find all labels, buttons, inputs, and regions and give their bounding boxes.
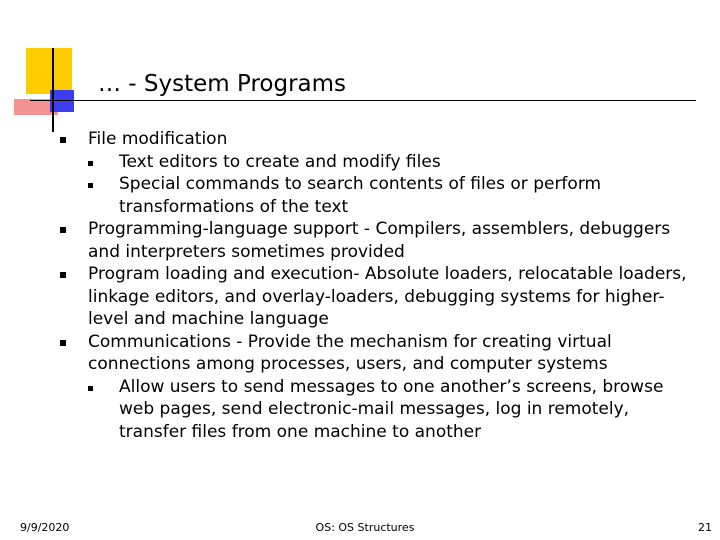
sub-bullet-text: Special commands to search contents of files or perform transformations of the text — [119, 174, 602, 217]
slide-title: … - System Programs — [98, 71, 347, 97]
sub-bullet-text: Text editors to create and modify files — [119, 151, 441, 172]
bullet-item — [60, 331, 700, 444]
bullet-text: Communications - Provide the mechanism for creating virtual connections among processes, users, and computer systems — [88, 331, 612, 374]
bullet-item — [60, 128, 700, 218]
decor-yellow-square — [26, 48, 72, 94]
sub-bullet-list — [88, 151, 700, 219]
sub-bullet-text: Allow users to send messages to one another’s screens, browse web pages, send electronic-mail messages, log in remotely, transfer files from one machine to another — [119, 376, 664, 442]
bullet-text: File modification — [88, 129, 228, 149]
sub-bullet-square-icon — [88, 183, 93, 188]
sub-bullet-square-icon — [88, 386, 93, 391]
bullet-text: Programming-language support - Compilers, assemblers, debuggers and interpreters sometimes provided — [88, 219, 671, 262]
bullet-square-icon — [60, 137, 66, 143]
sub-bullet-square-icon — [88, 161, 93, 166]
bullet-text: Program loading and execution- Absolute loaders, relocatable loaders, linkage editors, and overlay-loaders, debugging systems for higher-level and machine language — [88, 264, 687, 329]
footer-title: OS: OS Structures — [315, 521, 415, 534]
bullet-square-icon — [60, 340, 66, 346]
bullet-square-icon — [60, 227, 66, 233]
sub-bullet-item — [88, 376, 700, 444]
sub-bullet-item — [88, 151, 700, 174]
footer-page-number: 21 — [698, 521, 712, 534]
title-underline — [30, 100, 696, 101]
bullet-square-icon — [60, 272, 66, 278]
bullet-item — [60, 263, 700, 331]
sub-bullet-item — [88, 173, 700, 218]
sub-bullet-list — [88, 376, 700, 444]
decor-vertical-line — [52, 48, 54, 132]
bullet-item — [60, 218, 700, 263]
footer-date: 9/9/2020 — [20, 521, 70, 534]
bullet-list — [60, 128, 700, 443]
